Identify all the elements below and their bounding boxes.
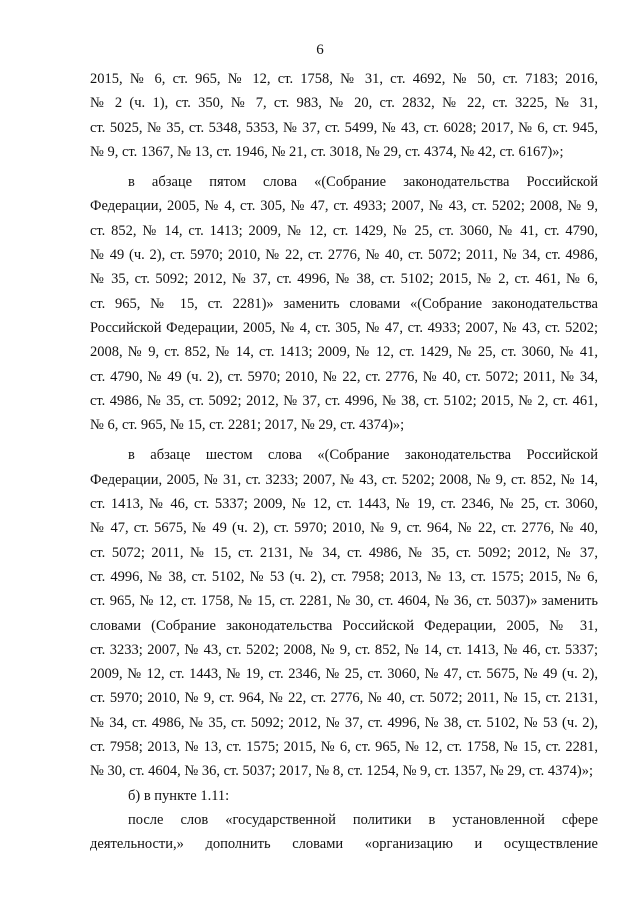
text-line: ст. 4986, № 35, ст. 5092; 2012, № 37, ст. 4996, № 38, ст. 5102; 2015, № 2, ст. 461, (90, 392, 598, 409)
text-line: в абзаце шестом слова «(Собрание законодательства Российской (128, 447, 598, 464)
text-line: ст. 965, № 15, ст. 2281)» заменить словами «(Собрание законодательства (90, 295, 598, 312)
text-line: в абзаце пятом слова «(Собрание законодательства Российской (128, 174, 598, 191)
text-line: № 49 (ч. 2), ст. 5970; 2010, № 22, ст. 2776, № 40, ст. 5072; 2011, № 34, ст. 4986, (90, 247, 598, 264)
text-line: № 2 (ч. 1), ст. 350, № 7, ст. 983, № 20, ст. 2832, № 22, ст. 3225, № 31, (90, 95, 598, 112)
text-line: № 34, ст. 4986, № 35, ст. 5092; 2012, № 37, ст. 4996, № 38, ст. 5102, № 53 (ч. 2), (90, 714, 598, 731)
text-line: № 47, ст. 5675, № 49 (ч. 2), ст. 5970; 2010, № 9, ст. 964, № 22, ст. 2776, № 40, (90, 520, 598, 537)
text-line: ст. 3233; 2007, № 43, ст. 5202; 2008, № 9, ст. 852, № 14, ст. 1413, № 46, ст. 5337; (90, 641, 598, 658)
text-line: 2008, № 9, ст. 852, № 14, ст. 1413; 2009, № 12, ст. 1429, № 25, ст. 3060, № 41, (90, 344, 598, 361)
text-line: ст. 7958; 2013, № 13, ст. 1575; 2015, № 6, ст. 965, № 12, ст. 1758, № 15, ст. 2281, (90, 739, 598, 756)
text-line: 2015, № 6, ст. 965, № 12, ст. 1758, № 31, ст. 4692, № 50, ст. 7183; 2016, (90, 71, 598, 87)
text-line: ст. 4996, № 38, ст. 5102, № 53 (ч. 2), ст. 7958; 2013, № 13, ст. 1575; 2015, № 6, (90, 568, 598, 585)
text-line: словами (Собрание законодательства Российской Федерации, 2005, № 31, (90, 617, 598, 634)
text-line: № 30, ст. 4604, № 36, ст. 5037; 2017, № 8, ст. 1254, № 9, ст. 1357, № 29, ст. 4374)»; (90, 763, 593, 780)
text-line: ст. 4790, № 49 (ч. 2), ст. 5970; 2010, № 22, ст. 2776, № 40, ст. 5072; 2011, № 34, (90, 368, 598, 385)
text-line: Федерации, 2005, № 4, ст. 305, № 47, ст. 4933; 2007, № 43, ст. 5202; 2008, № 9, (90, 198, 598, 215)
text-line: 2009, № 12, ст. 1443, № 19, ст. 2346, № 25, ст. 3060, № 47, ст. 5675, № 49 (ч. 2), (90, 666, 598, 683)
text-line: ст. 965, № 12, ст. 1758, № 15, ст. 2281, № 30, ст. 4604, № 36, ст. 5037)» заменить (90, 593, 598, 610)
text-line: Федерации, 2005, № 31, ст. 3233; 2007, № 43, ст. 5202; 2008, № 9, ст. 852, № 14, (90, 471, 598, 488)
text-line: б) в пункте 1.11: (128, 787, 230, 804)
text-line: ст. 5025, № 35, ст. 5348, 5353, № 37, ст. 5499, № 43, ст. 6028; 2017, № 6, ст. 945, (90, 119, 598, 136)
text-line: деятельности,» дополнить словами «организацию и осуществление (90, 836, 598, 853)
page-number: 6 (316, 42, 324, 58)
text-line: № 9, ст. 1367, № 13, ст. 1946, № 21, ст. 3018, № 29, ст. 4374, № 42, ст. 6167)»; (90, 143, 564, 160)
text-line: ст. 5072; 2011, № 15, ст. 2131, № 34, ст. 4986, № 35, ст. 5092; 2012, № 37, (90, 544, 598, 561)
text-line: ст. 1413, № 46, ст. 5337; 2009, № 12, ст. 1443, № 19, ст. 2346, № 25, ст. 3060, (90, 496, 598, 513)
text-line: № 6, ст. 965, № 15, ст. 2281; 2017, № 29, ст. 4374)»; (90, 417, 405, 434)
text-line: ст. 852, № 14, ст. 1413; 2009, № 12, ст. 1429, № 25, ст. 3060, № 41, ст. 4790, (90, 222, 598, 239)
text-line: Российской Федерации, 2005, № 4, ст. 305, № 47, ст. 4933; 2007, № 43, ст. 5202; (90, 319, 598, 336)
text-line: ст. 5970; 2010, № 9, ст. 964, № 22, ст. 2776, № 40, ст. 5072; 2011, № 15, ст. 2131, (90, 690, 598, 707)
text-line: после слов «государственной политики в установленной сфере (128, 811, 598, 828)
document-body (90, 67, 598, 857)
text-line: № 35, ст. 5092; 2012, № 37, ст. 4996, № 38, ст. 5102; 2015, № 2, ст. 461, № 6, (90, 271, 598, 288)
